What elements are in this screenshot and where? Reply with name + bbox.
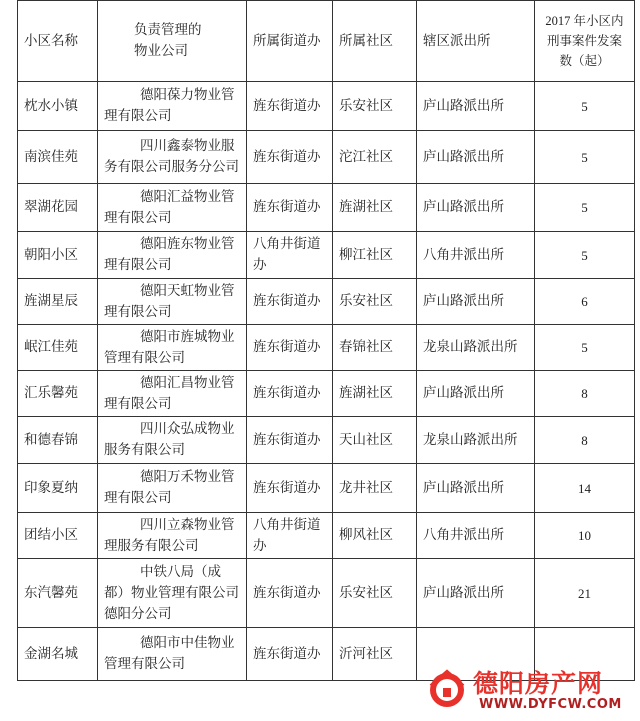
community-cell: 龙井社区 <box>333 464 417 513</box>
community-name-cell: 岷江佳苑 <box>18 325 98 371</box>
police-station-cell: 庐山路派出所 <box>417 184 535 232</box>
community-cell: 柳风社区 <box>333 513 417 559</box>
table-row <box>18 559 635 628</box>
property-company-cell: 德阳市中佳物业管理有限公司 <box>98 628 247 681</box>
property-company-cell: 德阳天虹物业管理有限公司 <box>98 279 247 325</box>
property-company-cell: 德阳汇益物业管理有限公司 <box>98 184 247 232</box>
community-cell: 春锦社区 <box>333 325 417 371</box>
case-count-cell: 5 <box>535 325 635 371</box>
table-header-row <box>18 1 635 82</box>
community-cell: 旌湖社区 <box>333 371 417 417</box>
case-count-cell: 6 <box>535 279 635 325</box>
header-cell: 负责管理的 物业公司 <box>98 1 247 82</box>
case-count-cell: 5 <box>535 184 635 232</box>
watermark-site-name: 德阳房产网 <box>473 669 604 698</box>
community-name-cell: 旌湖星辰 <box>18 279 98 325</box>
police-station-cell: 龙泉山路派出所 <box>417 325 535 371</box>
case-count-cell: 14 <box>535 464 635 513</box>
property-company-cell: 四川众弘成物业服务有限公司 <box>98 417 247 464</box>
street-office-cell: 旌东街道办 <box>247 559 333 628</box>
community-name-cell: 南滨佳苑 <box>18 131 98 184</box>
community-cell: 沂河社区 <box>333 628 417 681</box>
table-row <box>18 371 635 417</box>
community-cell: 柳江社区 <box>333 232 417 279</box>
street-office-cell: 旌东街道办 <box>247 131 333 184</box>
header-cell: 小区名称 <box>18 1 98 82</box>
police-station-cell: 庐山路派出所 <box>417 464 535 513</box>
property-company-cell: 德阳市旌城物业管理有限公司 <box>98 325 247 371</box>
police-station-cell: 庐山路派出所 <box>417 371 535 417</box>
community-cell: 乐安社区 <box>333 559 417 628</box>
case-count-cell: 5 <box>535 131 635 184</box>
case-count-cell: 8 <box>535 371 635 417</box>
case-count-cell: 21 <box>535 559 635 628</box>
watermark-url: WWW.DYFCW.COM <box>479 697 622 712</box>
case-count-cell: 5 <box>535 82 635 131</box>
table-row <box>18 417 635 464</box>
police-station-cell: 庐山路派出所 <box>417 559 535 628</box>
community-name-cell: 和德春锦 <box>18 417 98 464</box>
community-name-cell: 印象夏纳 <box>18 464 98 513</box>
community-name-cell: 汇乐馨苑 <box>18 371 98 417</box>
police-station-cell: 八角井派出所 <box>417 232 535 279</box>
police-station-cell: 庐山路派出所 <box>417 279 535 325</box>
community-name-cell: 枕水小镇 <box>18 82 98 131</box>
community-cell: 乐安社区 <box>333 82 417 131</box>
table-row <box>18 325 635 371</box>
header-cell: 所属社区 <box>333 1 417 82</box>
property-company-cell: 中铁八局（成都）物业管理有限公司德阳分公司 <box>98 559 247 628</box>
table-row <box>18 82 635 131</box>
case-count-cell: 8 <box>535 417 635 464</box>
community-name-cell: 翠湖花园 <box>18 184 98 232</box>
property-company-cell: 德阳汇昌物业管理有限公司 <box>98 371 247 417</box>
community-name-cell: 东汽馨苑 <box>18 559 98 628</box>
street-office-cell: 旌东街道办 <box>247 325 333 371</box>
street-office-cell: 旌东街道办 <box>247 464 333 513</box>
table-row <box>18 184 635 232</box>
police-station-cell: 庐山路派出所 <box>417 131 535 184</box>
case-count-cell: 10 <box>535 513 635 559</box>
header-cell: 所属街道办 <box>247 1 333 82</box>
header-cell: 2017 年小区内刑事案件发案数（起） <box>535 1 635 82</box>
street-office-cell: 旌东街道办 <box>247 371 333 417</box>
street-office-cell: 旌东街道办 <box>247 184 333 232</box>
street-office-cell: 旌东街道办 <box>247 279 333 325</box>
community-cell: 乐安社区 <box>333 279 417 325</box>
table-row <box>18 232 635 279</box>
community-cell: 旌湖社区 <box>333 184 417 232</box>
community-cell: 天山社区 <box>333 417 417 464</box>
table-row <box>18 464 635 513</box>
community-name-cell: 朝阳小区 <box>18 232 98 279</box>
property-company-cell: 德阳万禾物业管理有限公司 <box>98 464 247 513</box>
police-station-cell: 庐山路派出所 <box>417 82 535 131</box>
case-count-cell: 5 <box>535 232 635 279</box>
table-row <box>18 279 635 325</box>
street-office-cell: 旌东街道办 <box>247 628 333 681</box>
crime-stats-table <box>17 0 635 681</box>
property-company-cell: 四川立森物业管理服务有限公司 <box>98 513 247 559</box>
table-row <box>18 513 635 559</box>
police-station-cell: 龙泉山路派出所 <box>417 417 535 464</box>
community-name-cell: 团结小区 <box>18 513 98 559</box>
street-office-cell: 旌东街道办 <box>247 82 333 131</box>
police-station-cell: 八角井派出所 <box>417 513 535 559</box>
property-company-cell: 德阳葆力物业管理有限公司 <box>98 82 247 131</box>
property-company-cell: 四川鑫泰物业服务有限公司服务分公司 <box>98 131 247 184</box>
property-company-cell: 德阳旌东物业管理有限公司 <box>98 232 247 279</box>
header-cell: 辖区派出所 <box>417 1 535 82</box>
community-name-cell: 金湖名城 <box>18 628 98 681</box>
table-row <box>18 131 635 184</box>
street-office-cell: 八角井街道办 <box>247 232 333 279</box>
community-cell: 沱江社区 <box>333 131 417 184</box>
house-logo-icon <box>425 666 469 710</box>
street-office-cell: 旌东街道办 <box>247 417 333 464</box>
watermark <box>425 664 637 719</box>
street-office-cell: 八角井街道办 <box>247 513 333 559</box>
